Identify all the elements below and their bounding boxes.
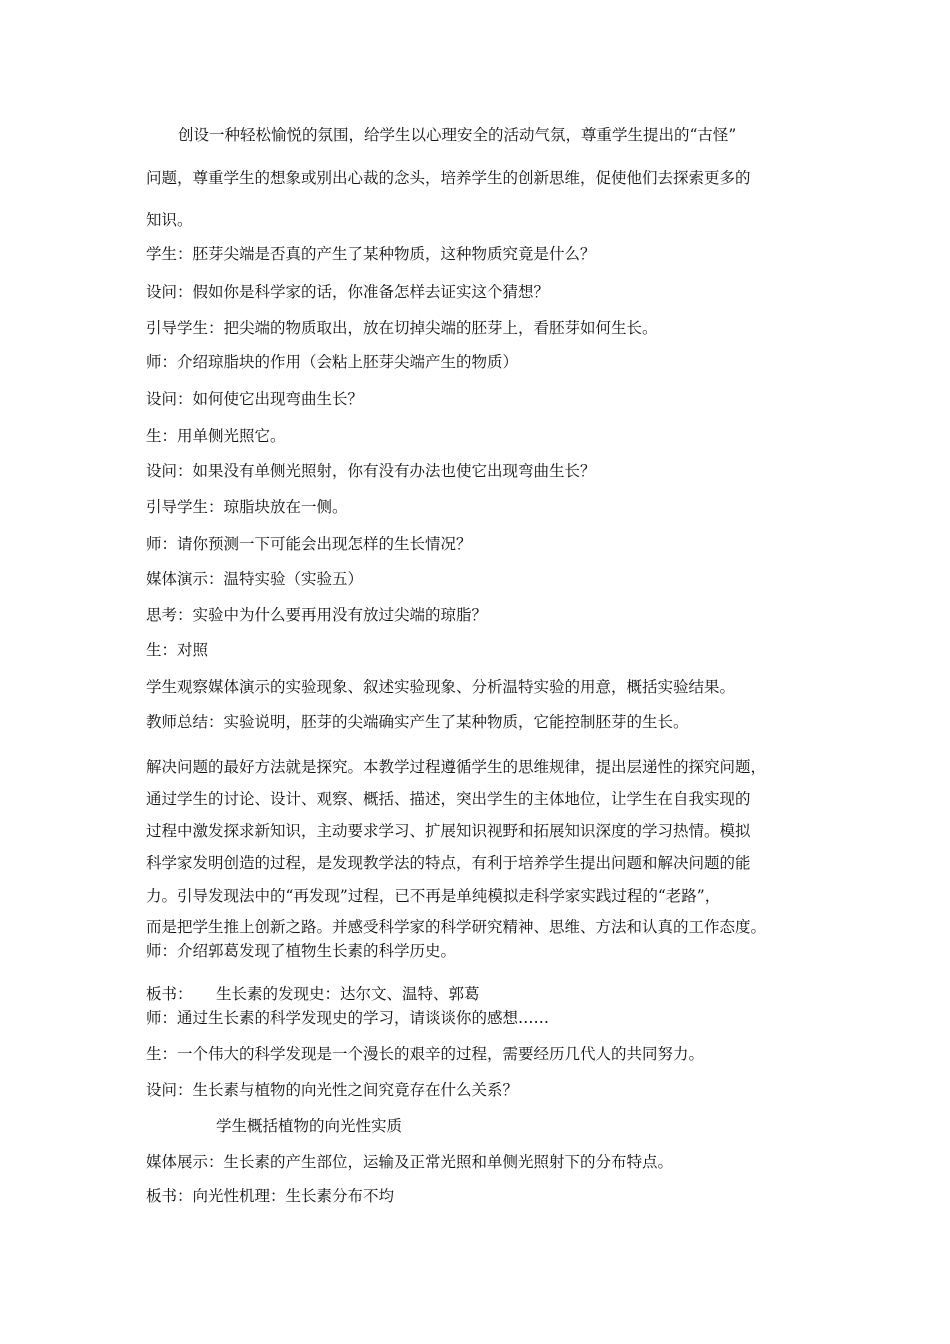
dialogue-line-12: 生：对照 (146, 641, 209, 659)
summary-line: 学生概括植物的向光性实质 (216, 1117, 403, 1135)
after-board-line-2: 生：一个伟大的科学发现是一个漫长的艰辛的过程，需要经历几代人的共同努力。 (146, 1045, 705, 1063)
after-board-line-1: 师：通过生长素的科学发现史的学习，请谈谈你的感想…… (146, 1009, 550, 1027)
analysis-line-6: 而是把学生推上创新之路。并感受科学家的科学研究精神、思维、方法和认真的工作态度。 (146, 918, 767, 936)
dialogue-line-11: 思考：实验中为什么要再用没有放过尖端的琼脂？ (146, 606, 488, 624)
dialogue-line-4: 师：介绍琼脂块的作用（会粘上胚芽尖端产生的物质） (146, 353, 519, 371)
analysis-line-5: 力。引导发现法中的“再发现”过程，已不再是单纯模拟走科学家实践过程的“老路”， (146, 887, 721, 905)
analysis-line-4: 科学家发明创造的过程，是发现教学法的特点，有利于培养学生提出问题和解决问题的能 (146, 854, 751, 872)
dialogue-line-13: 学生观察媒体演示的实验现象、叙述实验现象、分析温特实验的用意，概括实验结果。 (146, 678, 736, 696)
dialogue-line-7: 设问：如果没有单侧光照射，你有没有办法也使它出现弯曲生长？ (146, 462, 596, 480)
board-label: 板书： (146, 985, 193, 1003)
intro-line-1: 创设一种轻松愉悦的氛围，给学生以心理安全的活动气氛，尊重学生提出的“古怪” (178, 126, 737, 144)
dialogue-line-14: 教师总结：实验说明，胚芽的尖端确实产生了某种物质，它能控制胚芽的生长。 (146, 713, 689, 731)
media-line: 媒体展示：生长素的产生部位，运输及正常光照和单侧光照射下的分布特点。 (146, 1153, 674, 1171)
dialogue-line-6: 生：用单侧光照它。 (146, 427, 286, 445)
board-line-2: 板书：向光性机理：生长素分布不均 (146, 1187, 395, 1205)
dialogue-line-10: 媒体演示：温特实验（实验五） (146, 570, 364, 588)
analysis-line-3: 过程中激发探求新知识，主动要求学习、扩展知识视野和拓展知识深度的学习热情。模拟 (146, 822, 751, 840)
intro-line-2: 问题，尊重学生的想象或别出心裁的念头，培养学生的创新思维，促使他们去探索更多的 (146, 169, 751, 187)
dialogue-line-2: 设问：假如你是科学家的话，你准备怎样去证实这个猜想？ (146, 283, 550, 301)
analysis-line-1: 解决问题的最好方法就是探究。本教学过程遵循学生的思维规律，提出层递性的探究问题， (146, 758, 767, 776)
dialogue-line-5: 设问：如何使它出现弯曲生长？ (146, 390, 364, 408)
intro-line-3: 知识。 (146, 211, 193, 229)
analysis-line-2: 通过学生的讨论、设计、观察、概括、描述，突出学生的主体地位，让学生在自我实现的 (146, 790, 751, 808)
after-board-line-3: 设问：生长素与植物的向光性之间究竟存在什么关系？ (146, 1081, 519, 1099)
board-text: 生长素的发现史：达尔文、温特、郭葛 (216, 985, 480, 1003)
analysis-line-7: 师：介绍郭葛发现了植物生长素的科学历史。 (146, 942, 457, 960)
dialogue-line-8: 引导学生：琼脂块放在一侧。 (146, 498, 348, 516)
dialogue-line-9: 师：请你预测一下可能会出现怎样的生长情况？ (146, 535, 472, 553)
dialogue-line-3: 引导学生：把尖端的物质取出，放在切掉尖端的胚芽上，看胚芽如何生长。 (146, 319, 658, 337)
dialogue-line-1: 学生：胚芽尖端是否真的产生了某种物质，这种物质究竟是什么？ (146, 245, 596, 263)
